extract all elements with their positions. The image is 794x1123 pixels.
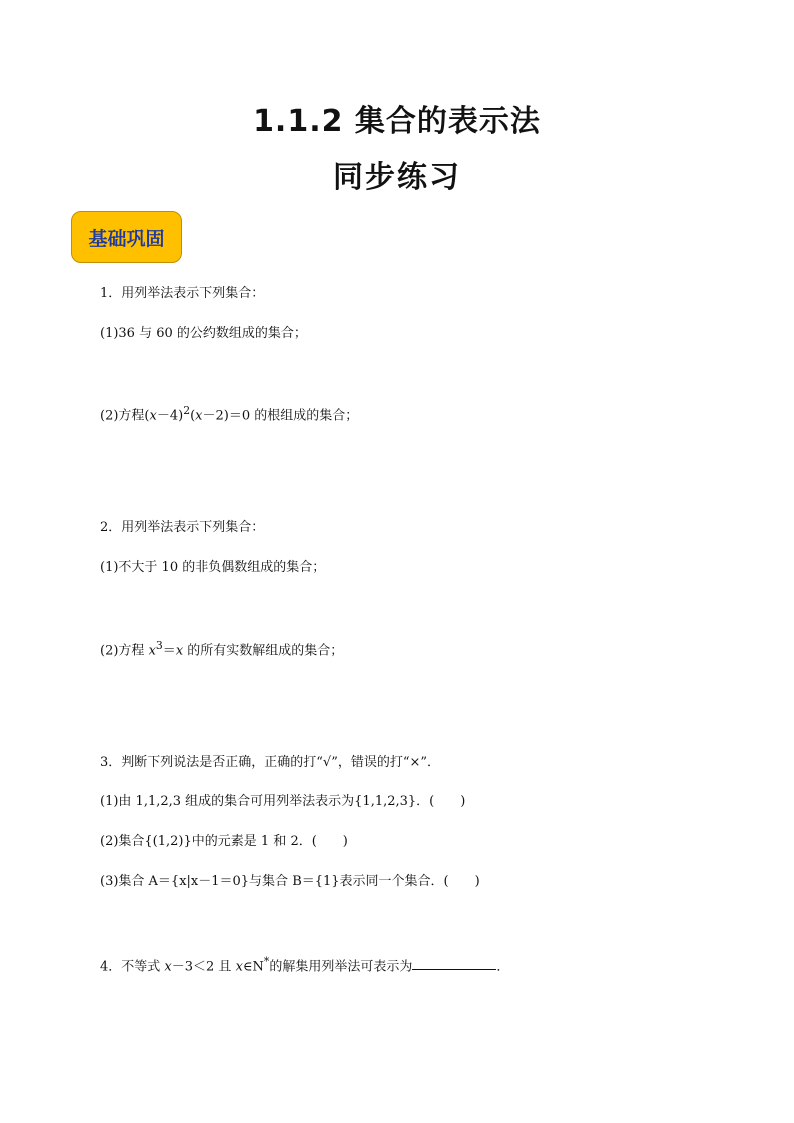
page-title: 1.1.2 集合的表示法 (253, 104, 541, 139)
q2-part-a: (1)不大于 10 的非负偶数组成的集合； (100, 560, 326, 575)
section-badge-label: 基础巩固 (88, 227, 165, 250)
q4-mid1: －3＜2 且 (171, 959, 236, 975)
section-badge (71, 211, 182, 263)
q1-b-post: －2)＝0 的根组成的集合； (202, 408, 359, 424)
q4-pre: 4．不等式 (100, 959, 165, 975)
q3-part-c: (3)集合 A＝{x|x－1＝0}与集合 B＝{1}表示同一个集合．( ) (100, 874, 480, 889)
q2-b-post: 的所有实数解组成的集合； (183, 643, 344, 659)
q1-b-var2: x (195, 408, 203, 424)
q4-question (100, 954, 509, 975)
q3-part-b: (2)集合{(1,2)}中的元素是 1 和 2．( ) (100, 834, 348, 849)
q4-mid2: ∈N (242, 959, 264, 975)
q2-stem: 2．用列举法表示下列集合： (100, 520, 265, 535)
q4-var1: x (164, 959, 172, 975)
q1-stem: 1．用列举法表示下列集合： (100, 286, 265, 301)
q1-part-b (100, 403, 358, 424)
q4-post: 的解集用列举法可表示为 (269, 959, 413, 975)
q1-b-pre: (2)方程( (100, 408, 150, 424)
q1-b-mid2: ( (190, 408, 196, 424)
q4-var2: x (235, 959, 243, 975)
q3-part-a: (1)由 1,1,2,3 组成的集合可用列举法表示为{1,1,2,3}．( ) (100, 794, 466, 809)
q1-b-var1: x (149, 408, 157, 424)
q1-part-a: (1)36 与 60 的公约数组成的集合； (100, 326, 307, 341)
q4-answer-blank[interactable] (412, 957, 496, 970)
q2-part-b (100, 638, 343, 659)
q4-sup: * (263, 955, 270, 968)
page-subtitle: 同步练习 (333, 160, 461, 195)
q2-b-var1: x (148, 643, 156, 659)
q2-b-var2: x (175, 643, 184, 659)
q1-b-mid1: －4) (156, 408, 184, 424)
q2-b-pre: (2)方程 (100, 643, 149, 659)
q2-b-exp: 3 (155, 639, 163, 652)
q2-b-mid: ＝ (162, 643, 176, 659)
q4-end: ． (496, 959, 510, 975)
q1-b-exp: 2 (183, 404, 191, 417)
q3-stem: 3．判断下列说法是否正确，正确的打“√”，错误的打“×”． (100, 755, 441, 770)
